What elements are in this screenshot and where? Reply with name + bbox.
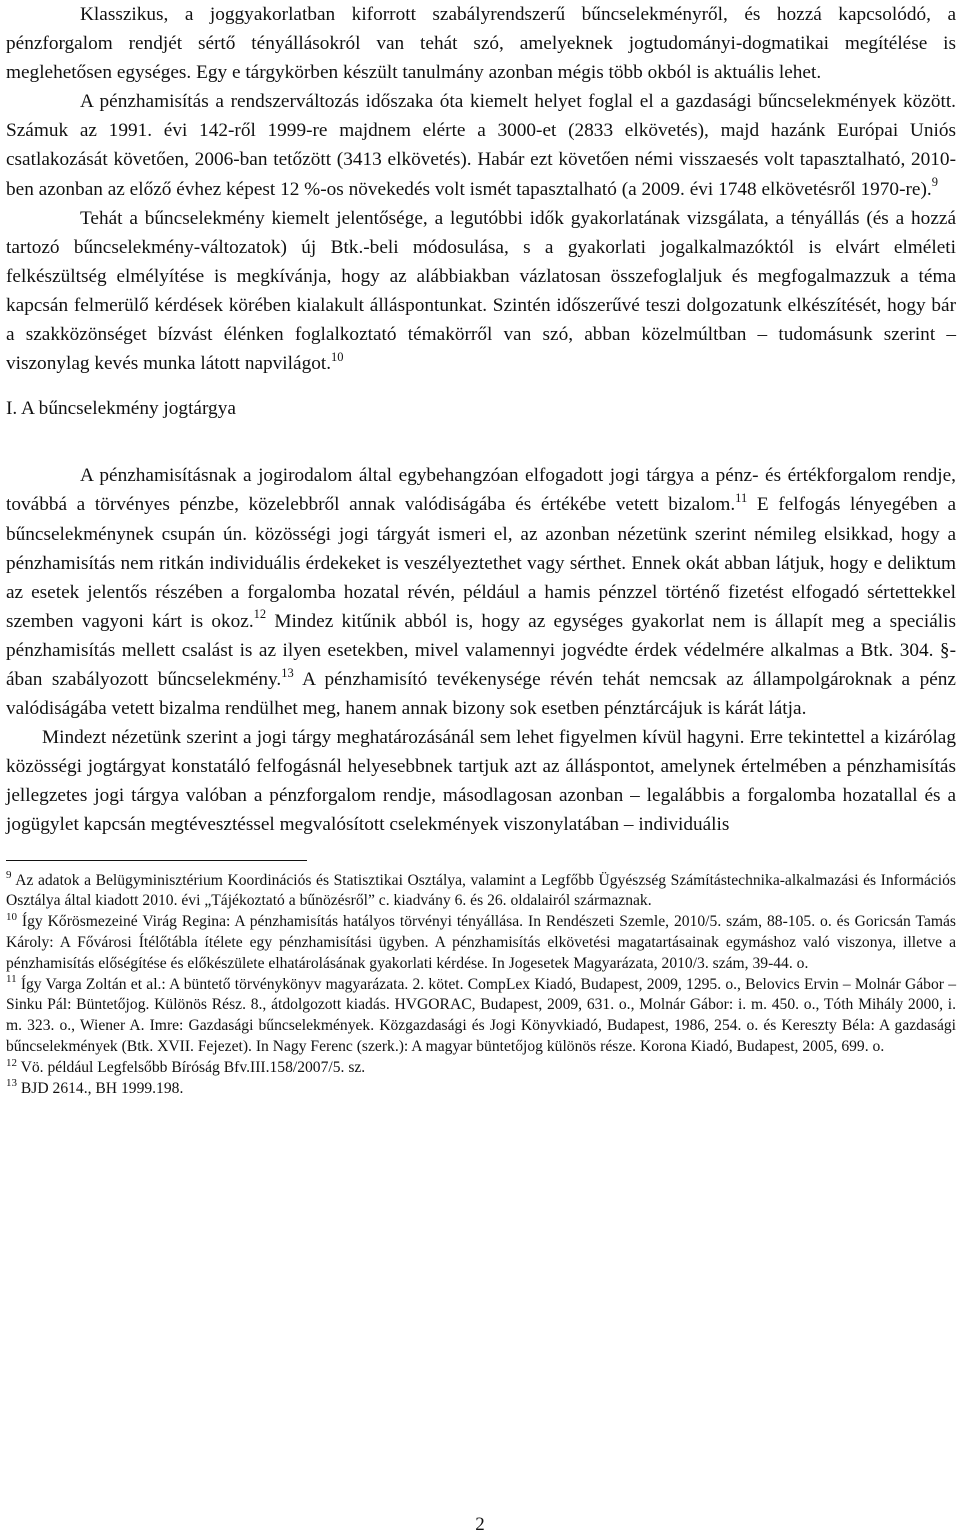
paragraph-text-run: A pénzhamisító tevékenysége révén tehát nemcsak az állampolgároknak a pénz valódiságába vetett bizalma rendülhet meg, hanem annak bizony sok esetben pénztárcájuk is kárát látja. [6,668,956,720]
paragraph-text-run: A pénzhamisításnak a jogirodalom által egybehangzóan elfogadott jogi tárgya a pénz- és értékforgalom rendje, továbbá a törvényes pénzbe, közelebbről annak valódiságába és értékébe vetett bizalom. [6,465,956,516]
page-number: 2 [475,1514,485,1535]
footnote-ref-11[interactable]: 11 [735,490,748,505]
footnote-number: 10 [6,910,17,923]
document-page [6,0,956,1099]
footnote-ref-9[interactable]: 9 [931,175,938,190]
footnote-number: 9 [6,869,12,882]
footnote-ref-12[interactable]: 12 [253,607,267,622]
footnotes [6,871,956,1100]
paragraph-relevance: Tehát a bűncselekmény kiemelt jelentősége, a legutóbbi idők gyakorlatának vizsgálata, a tényállás (és a hozzá tartozó bűncselekmény-változatok) új Btk.-beli módosulása, s a gyakorlati jogalkalmazóktól is elvárt elméleti felkészültség elmélyítése is megkívánja, hogy az alábbiakban vázlatosan összefoglaljuk és megfogalmazzuk a téma kapcsán felmerülő kérdések körében kialakult álláspontunkat. Szintén időszerűvé teszi dolgozatunk elkészítését, hogy bár a szakközönséget bízvást élénken foglalkoztató témakörről van szó, abban közelmúltban – tudomásunk szerint – viszonylag kevés munka látott napvilágot.$^{10}$ [6,207,956,375]
footnote-number: 13 [6,1077,17,1090]
footnote-text: Így Kőrösmezeiné Virág Regina: A pénzhamisítás hatályos törvényi tényállása. In Rendészeti Szemle, 2010/5. szám, 88-105. o. és Goricsán Tamás Károly: A Fővárosi Ítélőtábla ítélete egy pénzhamisítási ügyben. A pénzhamisítás elkövetési magatartásainak egymáshoz való viszonya, illetve a pénzhamisítás előségítése és előkészülete elhatárolásának gyakorlati kérdése. In Jogesetek Magyarázata, 2010/3. szám, 39-44. o. [6,913,956,972]
footnote-ref-10[interactable]: 10 [331,349,344,364]
footnote-12 [6,1058,956,1079]
footnote-9 [6,871,956,913]
footnote-number: 12 [6,1056,17,1069]
paragraph-text-run: E felfogás lényegében a bűncselekménynek csupán ún. közösségi jogi tárgyát ismeri el, az azonban nézetünk szerint némileg elsikkad, hogy a pénzhamisítás nem ritkán individuális érdekeket is veszélyeztethet vagy sérthet. Ennek okát abban látjuk, hogy e deliktum az esetek jelentős részében a forgalomba hozatal révén, például a hamis pénzzel történő fizetést elfogadó sértettekkel szemben vagyoni kárt is okoz. [6,494,956,632]
paragraph-statistics: A pénzhamisítás a rendszerváltozás időszaka óta kiemelt helyet foglal el a gazdasági bűncselekmények között. Számuk az 1991. évi 142-ről 1999-re majdnem elérte a 3000-et (2833 elkövetés), majd hazánk Európai Uniós csatlakozását követően, 2006-ban tetőzött (3413 elkövetés). Habár ezt követően némi visszaesés volt tapasztalható, 2010-ben azonban az előző évhez képest 12 %-os növekedés volt ismét tapasztalható (a 2009. évi 1748 elkövetésről 1970-re).$^9$ [6,91,956,200]
footnote-text: BJD 2614., BH 1999.198. [17,1079,184,1097]
paragraph-intro: Klasszikus, a joggyakorlatban kiforrott szabályrendszerű bűncselekményről, és hozzá kapcsolódó, a pénzforgalom rendjét sértő tényállásokról van tehát szó, amelyeknek jogtudományi-dogmatikai megítélése is meglehetősen egységes. Egy e tárgykörben készült tanulmány azonban mégis több okból is aktuális lehet. [6,4,956,84]
paragraph-legal-object-continued [6,723,956,839]
footnote-text: Így Varga Zoltán et al.: A büntető törvénykönyv magyarázata. 2. kötet. CompLex Kiadó, Budapest, 2009, 1295. o., Belovics Ervin – Molnár Gábor – Sinku Pál: Büntetőjog. Különös Rész. 8., átdolgozott kiadás. HVGORAC, Budapest, 2009, 631. o., Molnár Gábor: i. m. 450. o., Tóth Mihály 2000, i. m. 323. o., Wiener A. Imre: Gazdasági bűncselekmények. Közgazdasági és Jogi Könyvkiadó, Budapest, 1986, 254. o. és Kereszty Béla: A gazdasági bűncselekmények (Btk. XVII. Fejezet). In Nagy Ferenc (szerk.): A magyar büntetőjog különös része. Korona Kiadó, Budapest, 2005, 699. o. [6,975,956,1055]
footnote-11 [6,975,956,1058]
footnote-separator [6,860,307,861]
footnote-text: Vö. például Legfelsőbb Bíróság Bfv.III.158/2007/5. sz. [17,1058,366,1076]
paragraph-legal-object [6,461,956,723]
footnote-text: Az adatok a Belügyminisztérium Koordinációs és Statisztikai Osztálya, valamint a Legfőbb Ügyészség Számítástechnika-alkalmazási és Információs Osztálya által kiadott 2010. évi „Tájékoztató a bűnözésről” c. kiadvány 6. és 26. oldalairól származnak. [6,871,956,910]
footnote-13 [6,1079,956,1100]
paragraph-text-run: Mindezt nézetünk szerint a jogi tárgy meghatározásánál sem lehet figyelmen kívül hagyni. Erre tekintettel a kizárólag közösségi jogtárgyat konstatáló felfogásnál helyesebbnek tartjuk azt az álláspontot, amelynek értelmében a pénzhamisítás jellegzetes jogi tárgya valóban a pénzforgalom rendje, másodlagosan azonban – legalábbis a forgalomba hozatallal és a jogügylet kapcsán megtévesztéssel megvalósított cselekmények viszonylatában – individuális [6,727,956,836]
footnote-number: 11 [6,973,17,986]
paragraph-text-run: Mindez kitűnik abból is, hogy az egységes gyakorlat nem is állapít meg a speciális pénzhamisítás mellett csalást is az ilyen esetekben, mivel valamennyi jogvédte érdek védelmére alkalmas a Btk. 304. §-ában szabályozott bűncselekmény. [6,610,956,690]
footnote-ref-13[interactable]: 13 [281,665,294,680]
footnote-10 [6,912,956,974]
body-text [6,0,956,840]
section-heading: I. A bűncselekmény jogtárgya [6,398,236,420]
